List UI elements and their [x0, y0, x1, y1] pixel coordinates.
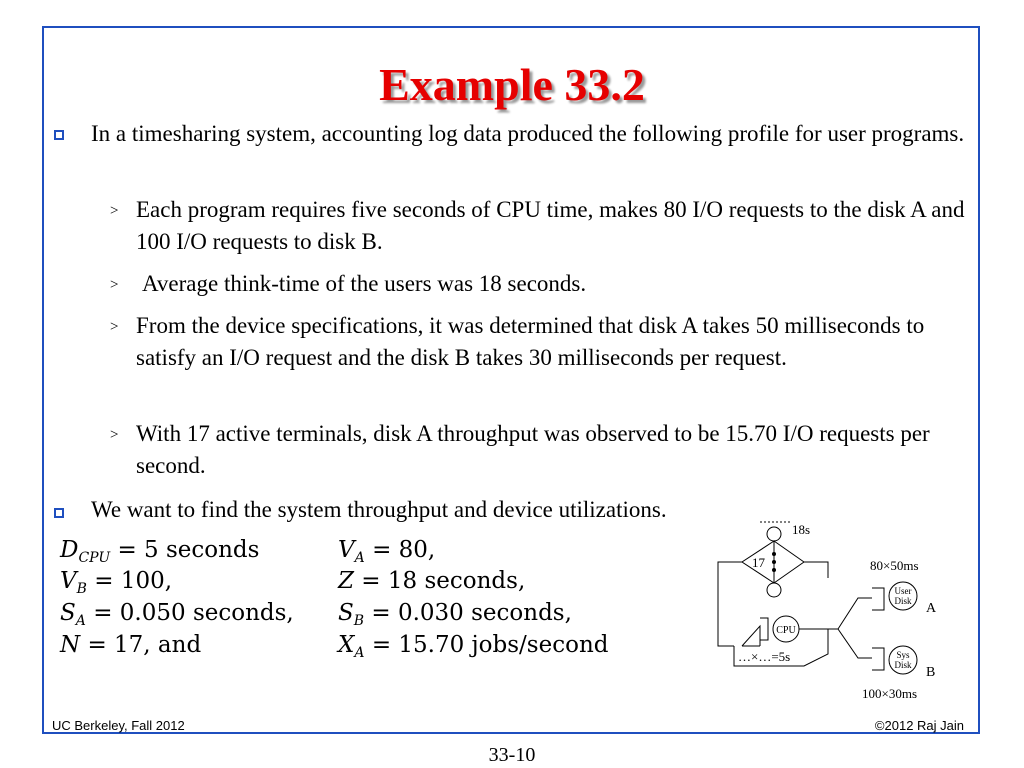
sub-bullet-1: Each program requires five seconds of CPU time, makes 80 I/O requests to the disk A and 100 I/O requests to disk B.	[136, 197, 965, 254]
bullet-text-1: In a timesharing system, accounting log data produced the following profile for user programs.	[91, 121, 965, 146]
sub-bullet-3: From the device specifications, it was determined that disk A takes 50 milliseconds to satisfy an I/O request and the disk B takes 30 milliseconds per request.	[136, 313, 925, 370]
disk-b-label-1: Sys	[896, 650, 910, 660]
page-number: 33-10	[488, 744, 536, 766]
eq-sa: $S_A = 0.050$ seconds,	[60, 600, 294, 629]
eq-xa: $X_A = 15.70$ jobs/second	[338, 632, 609, 661]
eq-sb: $S_B = 0.030$ seconds,	[338, 600, 572, 629]
sub-bullet-4: With 17 active terminals, disk A throughput was observed to be 15.70 I/O requests per second.	[136, 421, 930, 478]
queueing-network-diagram	[712, 518, 962, 718]
cpu-time-label: …×…=5s	[738, 649, 791, 664]
chevron-icon: >	[110, 203, 119, 219]
eq-va: $V_A = 80$,	[338, 537, 436, 566]
terminal-circle-bottom	[767, 583, 781, 597]
footer-left: UC Berkeley, Fall 2012	[52, 718, 185, 733]
chevron-icon: >	[110, 427, 119, 443]
disk-a-time-label: 80×50ms	[870, 558, 919, 573]
terminal-circle-top	[767, 527, 781, 541]
eq-z: Z = 18 seconds,	[338, 568, 526, 594]
chevron-icon: >	[110, 277, 119, 293]
disk-b-time-label: 100×30ms	[862, 686, 918, 701]
sub-bullet-2: Average think-time of the users was 18 seconds.	[142, 271, 587, 296]
footer-right: ©2012 Raj Jain	[874, 718, 964, 733]
eq-n: N = 17, and	[60, 632, 202, 658]
think-time-label: 18s	[792, 522, 811, 537]
disk-a-name: A	[926, 601, 937, 616]
disk-b-name: B	[926, 665, 936, 680]
eq-vb: $V_B = 100$,	[60, 568, 173, 597]
slide-title: Example 33.2	[379, 59, 645, 110]
eq-dcpu: $D_{CPU} = 5$ seconds	[60, 537, 260, 566]
disk-a-label-1: User	[894, 586, 912, 596]
chevron-icon: >	[110, 319, 119, 335]
bullet-text-2: We want to find the system throughput and device utilizations.	[91, 497, 667, 522]
disk-a-label-2: Disk	[894, 596, 912, 606]
disk-b-label-2: Disk	[894, 660, 912, 670]
terminals-count-label: 17	[752, 555, 765, 570]
cpu-label: CPU	[776, 625, 796, 636]
